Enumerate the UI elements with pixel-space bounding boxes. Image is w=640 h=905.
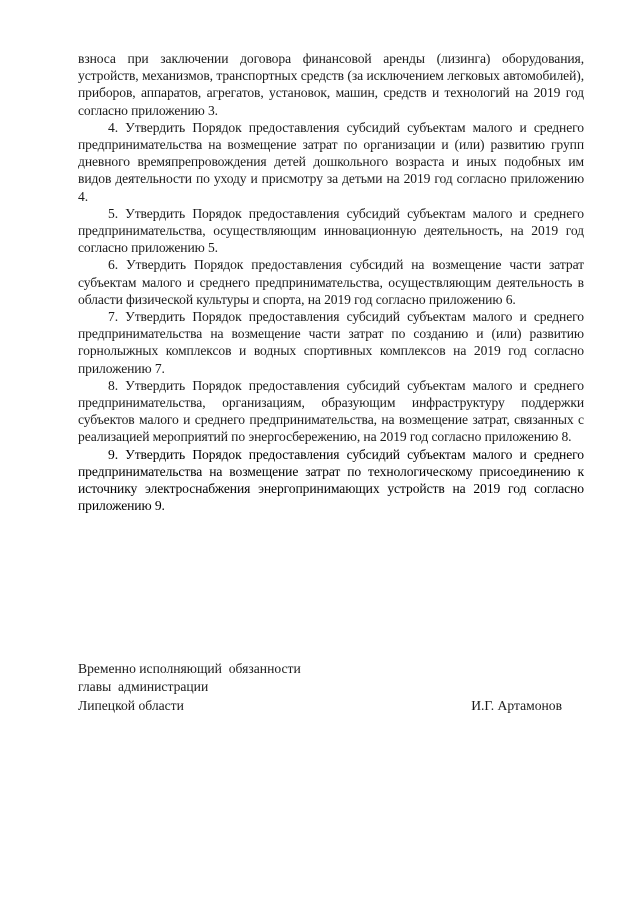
signature-block: [78, 660, 584, 715]
signature-position-line-2: главы администрации: [78, 679, 209, 695]
paragraph-item-9: 9. Утвердить Порядок предоставления субсидий субъектам малого и среднего предпринимательства на возмещение затрат по технологическому присоединению к источнику электроснабжения энергопринимающих устройств на 2019 год согласно приложению 9.: [78, 446, 584, 514]
signatory-name: И.Г. Артамонов: [471, 697, 562, 713]
paragraph-continuation: взноса при заключении договора финансовой аренды (лизинга) оборудования, устройств, механизмов, транспортных средств (за исключением легковых автомобилей), приборов, аппаратов, агрегатов, установок, машин, средств и технологий на 2019 год согласно приложению 3.: [78, 51, 584, 118]
document-body: [78, 50, 584, 514]
paragraph-item-6: 6. Утвердить Порядок предоставления субсидий на возмещение части затрат субъектам малого и среднего предпринимательства, осуществляющим деятельность в области физической культуры и спорта, на 2019 год согласно приложению 6.: [78, 257, 584, 307]
signature-position-line-1: Временно исполняющий обязанности: [78, 661, 301, 676]
paragraph-item-8: 8. Утвердить Порядок предоставления субсидий субъектам малого и среднего предпринимательства, организациям, образующим инфраструктуру поддержки субъектов малого и среднего предпринимательства, на возмещение затрат, связанных с реализацией мероприятий по энергосбережению, на 2019 год согласно приложению 8.: [78, 377, 584, 445]
paragraph-item-5: 5. Утвердить Порядок предоставления субсидий субъектам малого и среднего предпринимательства, осуществляющим инновационную деятельность, на 2019 год согласно приложению 5.: [78, 205, 584, 256]
paragraph-item-7: 7. Утвердить Порядок предоставления субсидий субъектам малого и среднего предпринимательства на возмещение части затрат по созданию и (или) развитию горнолыжных комплексов и водных спортивных комплексов на 2019 год согласно приложению 7.: [78, 309, 584, 376]
paragraph-item-4: 4. Утвердить Порядок предоставления субсидий субъектам малого и среднего предпринимательства на возмещение затрат по организации и (или) развитию групп дневного времяпрепровождения детей дошкольного возраста и иных подобных им видов деятельности по уходу и присмотру за детьми на 2019 год согласно приложению 4.: [78, 119, 584, 204]
signature-position-line-3: Липецкой области: [78, 697, 184, 713]
